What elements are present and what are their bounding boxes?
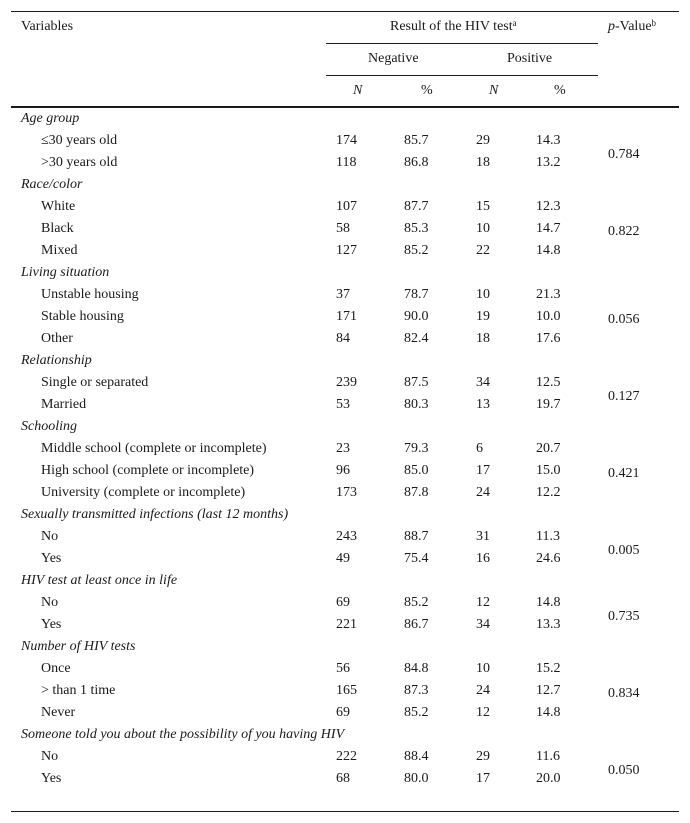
- header-result: [390, 19, 517, 35]
- row-label: University (complete or incomplete): [41, 485, 246, 500]
- cell-negative-pct: 87.8: [404, 485, 429, 500]
- group-title: Race/color: [21, 177, 83, 192]
- subgroup-rule: [326, 75, 598, 76]
- group-title: Relationship: [21, 353, 92, 368]
- cell-pvalue: 0.127: [608, 389, 640, 404]
- cell-positive-pct: 20.7: [536, 441, 561, 456]
- cell-negative-n: 53: [336, 397, 350, 412]
- cell-negative-n: 243: [336, 529, 357, 544]
- group-title: HIV test at least once in life: [21, 573, 178, 588]
- cell-positive-n: 12: [476, 705, 490, 720]
- cell-positive-n: 22: [476, 243, 490, 258]
- row-label: ≤30 years old: [41, 133, 118, 148]
- row-label: Unstable housing: [41, 287, 139, 302]
- cell-positive-n: 34: [476, 375, 490, 390]
- header-neg-pct: %: [421, 83, 433, 98]
- cell-positive-n: 24: [476, 683, 490, 698]
- cell-positive-n: 17: [476, 771, 490, 786]
- row-label: Middle school (complete or incomplete): [41, 441, 267, 456]
- cell-positive-n: 13: [476, 397, 490, 412]
- cell-pvalue: 0.421: [608, 466, 640, 481]
- cell-negative-n: 58: [336, 221, 350, 236]
- cell-positive-pct: 14.8: [536, 595, 561, 610]
- group-title: Someone told you about the possibility of you having HIV: [21, 727, 345, 742]
- row-label: Yes: [41, 617, 62, 632]
- header-pvalue-italic: p: [608, 19, 615, 34]
- header-result-sup: a: [512, 18, 517, 28]
- row-label: White: [41, 199, 76, 214]
- row-label: Yes: [41, 771, 62, 786]
- cell-negative-pct: 80.3: [404, 397, 429, 412]
- cell-negative-n: 84: [336, 331, 350, 346]
- header-variables: Variables: [21, 19, 74, 34]
- cell-negative-pct: 75.4: [404, 551, 429, 566]
- row-label: Black: [41, 221, 74, 236]
- cell-positive-pct: 17.6: [536, 331, 561, 346]
- cell-positive-n: 12: [476, 595, 490, 610]
- cell-positive-pct: 13.2: [536, 155, 561, 170]
- cell-negative-n: 222: [336, 749, 357, 764]
- cell-positive-n: 18: [476, 155, 490, 170]
- cell-pvalue: 0.050: [608, 763, 640, 778]
- group-title: Living situation: [21, 265, 110, 280]
- row-label: > than 1 time: [41, 683, 116, 698]
- group-title: Age group: [21, 111, 80, 126]
- result-rule: [326, 43, 598, 44]
- cell-negative-n: 69: [336, 705, 350, 720]
- cell-negative-pct: 88.4: [404, 749, 429, 764]
- header-result-label: Result of the HIV test: [390, 19, 513, 34]
- header-negative: Negative: [368, 51, 419, 66]
- cell-pvalue: 0.784: [608, 147, 640, 162]
- cell-negative-pct: 85.2: [404, 243, 429, 258]
- cell-positive-pct: 21.3: [536, 287, 561, 302]
- cell-negative-pct: 84.8: [404, 661, 429, 676]
- row-label: Never: [41, 705, 76, 720]
- cell-positive-pct: 11.3: [536, 529, 560, 544]
- cell-negative-n: 23: [336, 441, 350, 456]
- cell-negative-pct: 88.7: [404, 529, 429, 544]
- header-pos-n: N: [489, 83, 499, 98]
- cell-positive-pct: 12.3: [536, 199, 561, 214]
- cell-positive-n: 31: [476, 529, 490, 544]
- bottom-rule: [11, 811, 679, 812]
- cell-negative-n: 174: [336, 133, 357, 148]
- cell-negative-n: 96: [336, 463, 350, 478]
- cell-negative-n: 56: [336, 661, 350, 676]
- cell-negative-n: 69: [336, 595, 350, 610]
- cell-negative-pct: 80.0: [404, 771, 429, 786]
- cell-pvalue: 0.005: [608, 543, 640, 558]
- header-pvalue-label: -Value: [615, 19, 652, 34]
- cell-pvalue: 0.735: [608, 609, 640, 624]
- cell-positive-pct: 12.5: [536, 375, 561, 390]
- cell-positive-pct: 14.7: [536, 221, 561, 236]
- cell-negative-pct: 85.0: [404, 463, 429, 478]
- row-label: Stable housing: [41, 309, 124, 324]
- group-title: Schooling: [21, 419, 77, 434]
- cell-positive-pct: 20.0: [536, 771, 561, 786]
- cell-positive-n: 17: [476, 463, 490, 478]
- top-rule: [11, 11, 679, 12]
- cell-positive-pct: 14.8: [536, 705, 561, 720]
- cell-negative-pct: 85.7: [404, 133, 429, 148]
- header-positive: Positive: [507, 51, 553, 66]
- cell-pvalue: 0.834: [608, 686, 640, 701]
- cell-positive-n: 10: [476, 661, 490, 676]
- row-label: Married: [41, 397, 87, 412]
- row-label: No: [41, 595, 59, 610]
- cell-negative-n: 49: [336, 551, 350, 566]
- cell-positive-n: 15: [476, 199, 490, 214]
- cell-positive-pct: 24.6: [536, 551, 561, 566]
- row-label: No: [41, 749, 59, 764]
- cell-positive-n: 24: [476, 485, 490, 500]
- cell-positive-pct: 14.8: [536, 243, 561, 258]
- cell-positive-pct: 13.3: [536, 617, 561, 632]
- cell-negative-n: 239: [336, 375, 357, 390]
- cell-negative-n: 37: [336, 287, 350, 302]
- cell-positive-n: 29: [476, 749, 490, 764]
- cell-negative-pct: 86.7: [404, 617, 429, 632]
- row-label: High school (complete or incomplete): [41, 463, 255, 478]
- cell-positive-n: 16: [476, 551, 490, 566]
- cell-positive-pct: 14.3: [536, 133, 561, 148]
- header-pos-pct: %: [554, 83, 566, 98]
- row-label: >30 years old: [41, 155, 118, 170]
- cell-negative-pct: 85.3: [404, 221, 429, 236]
- row-label: Once: [41, 661, 71, 676]
- cell-positive-pct: 19.7: [536, 397, 561, 412]
- group-title: Number of HIV tests: [21, 639, 136, 654]
- row-label: Other: [41, 331, 73, 346]
- header-bottom-rule: [11, 106, 679, 108]
- cell-negative-pct: 85.2: [404, 705, 429, 720]
- cell-positive-pct: 15.2: [536, 661, 561, 676]
- cell-negative-pct: 86.8: [404, 155, 429, 170]
- cell-negative-n: 171: [336, 309, 357, 324]
- cell-positive-pct: 15.0: [536, 463, 561, 478]
- cell-negative-n: 107: [336, 199, 357, 214]
- cell-negative-n: 68: [336, 771, 350, 786]
- cell-negative-pct: 90.0: [404, 309, 429, 324]
- header-pvalue-sup: b: [651, 18, 657, 28]
- header-pvalue: [608, 19, 656, 35]
- cell-negative-pct: 79.3: [404, 441, 429, 456]
- cell-positive-n: 19: [476, 309, 490, 324]
- cell-negative-pct: 85.2: [404, 595, 429, 610]
- cell-negative-pct: 78.7: [404, 287, 429, 302]
- cell-pvalue: 0.056: [608, 312, 640, 327]
- cell-negative-pct: 87.5: [404, 375, 429, 390]
- cell-negative-pct: 87.7: [404, 199, 429, 214]
- cell-positive-n: 29: [476, 133, 490, 148]
- cell-negative-pct: 82.4: [404, 331, 429, 346]
- row-label: Yes: [41, 551, 62, 566]
- cell-negative-n: 165: [336, 683, 357, 698]
- cell-positive-pct: 12.7: [536, 683, 561, 698]
- cell-negative-n: 118: [336, 155, 357, 170]
- cell-negative-pct: 87.3: [404, 683, 429, 698]
- cell-positive-n: 18: [476, 331, 490, 346]
- header-neg-n: N: [353, 83, 363, 98]
- cell-positive-n: 10: [476, 287, 490, 302]
- cell-negative-n: 173: [336, 485, 357, 500]
- cell-positive-n: 6: [476, 441, 483, 456]
- cell-positive-pct: 12.2: [536, 485, 561, 500]
- cell-positive-pct: 10.0: [536, 309, 561, 324]
- cell-positive-pct: 11.6: [536, 749, 560, 764]
- cell-positive-n: 10: [476, 221, 490, 236]
- cell-pvalue: 0.822: [608, 224, 640, 239]
- row-label: Single or separated: [41, 375, 149, 390]
- row-label: Mixed: [41, 243, 78, 258]
- cell-negative-n: 127: [336, 243, 357, 258]
- cell-negative-n: 221: [336, 617, 357, 632]
- group-title: Sexually transmitted infections (last 12 months): [21, 507, 289, 522]
- row-label: No: [41, 529, 59, 544]
- cell-positive-n: 34: [476, 617, 490, 632]
